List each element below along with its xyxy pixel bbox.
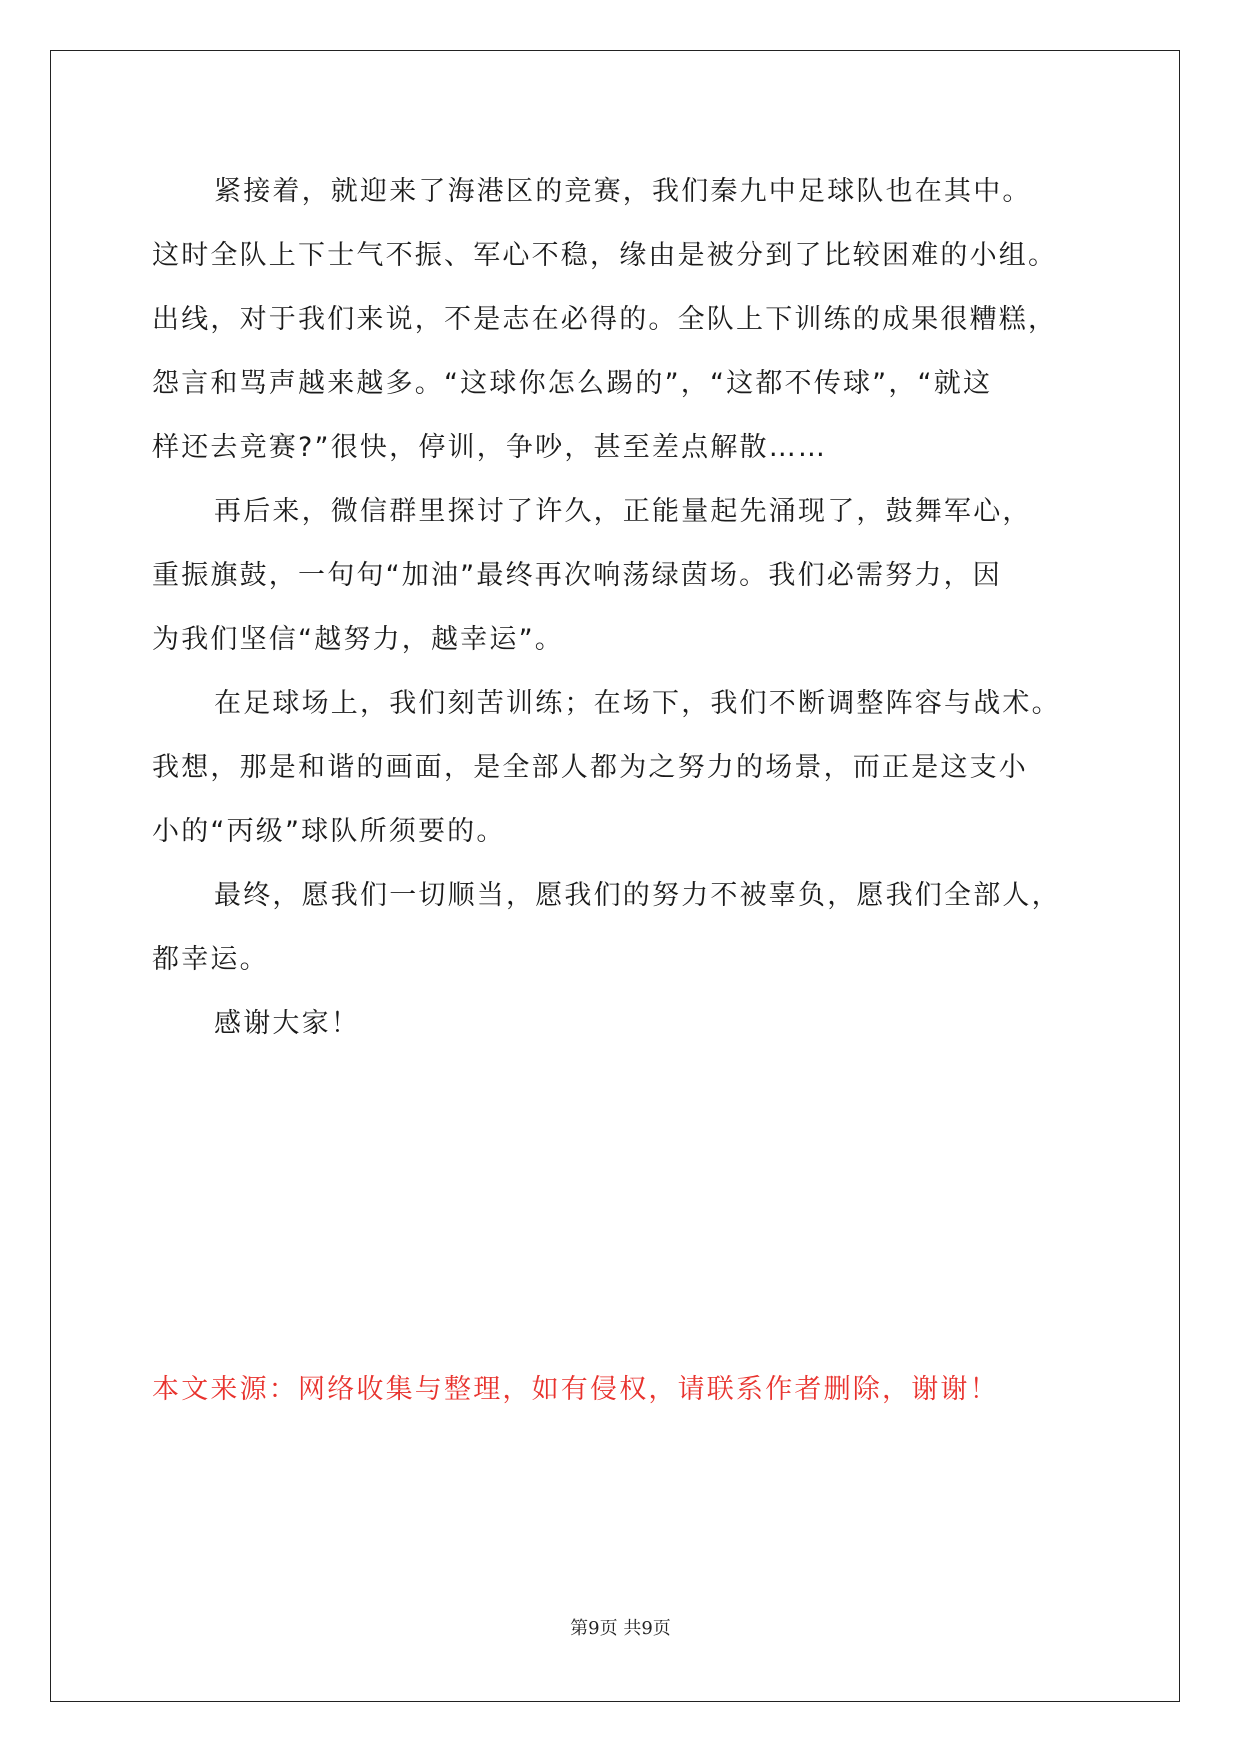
text-line: 我想，那是和谐的画面，是全部人都为之努力的场景，而正是这支小 (152, 752, 1028, 783)
text-line: 出线，对于我们来说，不是志在必得的。全队上下训练的成果很糟糕， (152, 304, 1058, 335)
text-line: 重振旗鼓，一句句“加油”最终再次响荡绿茵场。我们必需努力，因 (152, 560, 1002, 591)
text-line: 怨言和骂声越来越多。“这球你怎么踢的”，“这都不传球”，“就这 (152, 368, 993, 399)
text-line: 样还去竞赛?”很快，停训，争吵，甚至差点解散…… (152, 432, 828, 463)
paragraph-2 (152, 480, 1082, 672)
paragraph-1 (152, 160, 1082, 480)
text-line: 感谢大家！ (214, 1008, 360, 1039)
text-line: 小的“丙级”球队所须要的。 (152, 816, 506, 847)
text-line: 都幸运。 (152, 944, 269, 975)
paragraph-5 (152, 992, 1082, 1056)
text-line: 为我们坚信“越努力，越幸运”。 (152, 624, 564, 655)
text-line: 最终，愿我们一切顺当，愿我们的努力不被辜负，愿我们全部人， (214, 880, 1061, 911)
text-line: 紧接着，就迎来了海港区的竞赛，我们秦九中足球队也在其中。 (214, 176, 1032, 207)
source-note: 本文来源：网络收集与整理，如有侵权，请联系作者删除，谢谢！ (152, 1374, 999, 1405)
paragraph-4 (152, 864, 1082, 992)
page-number: 第9页 共9页 (570, 1618, 671, 1639)
document-body (152, 160, 1082, 1056)
text-line: 在足球场上，我们刻苦训练；在场下，我们不断调整阵容与战术。 (214, 688, 1061, 719)
text-line: 再后来，微信群里探讨了许久，正能量起先涌现了，鼓舞军心， (214, 496, 1032, 527)
text-line: 这时全队上下士气不振、军心不稳，缘由是被分到了比较困难的小组。 (152, 240, 1058, 271)
paragraph-3 (152, 672, 1082, 864)
